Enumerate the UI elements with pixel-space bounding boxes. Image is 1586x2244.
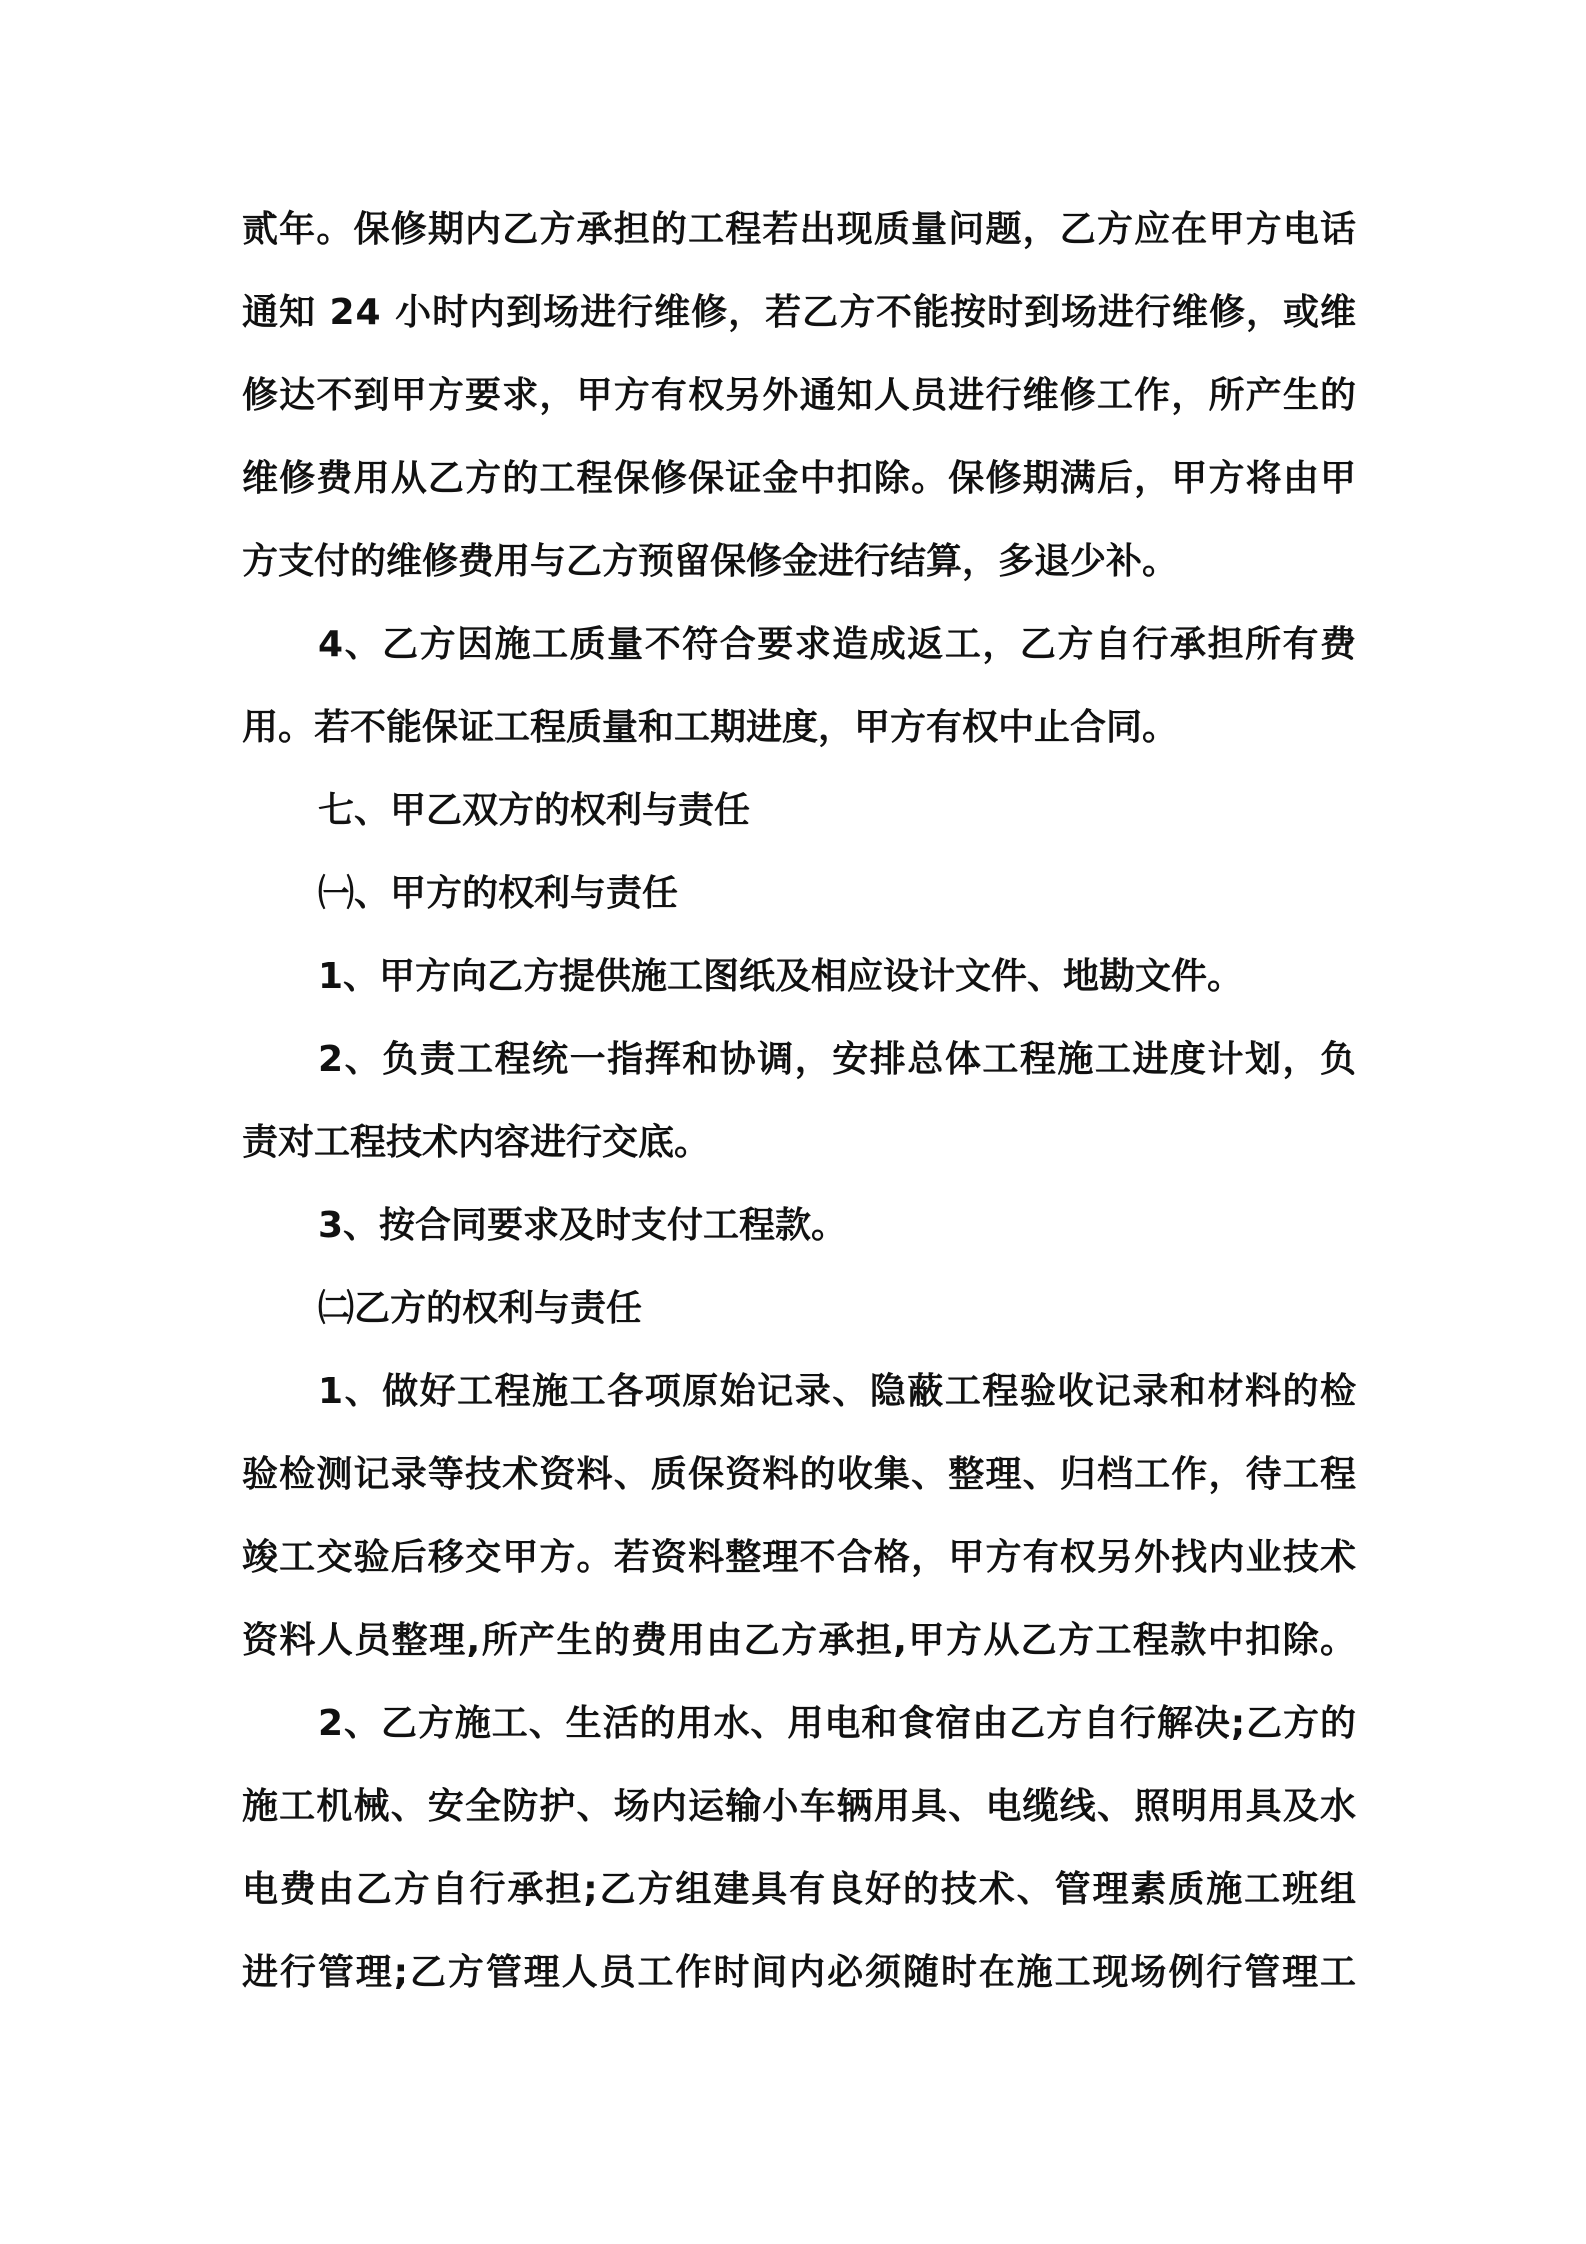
line-text: 用。若不能保证工程质量和工期进度，甲方有权中止合同。 [242,707,1179,748]
line-text: 方支付的维修费用与乙方预留保修金进行结算，多退少补。 [242,541,1179,582]
line-text: 2、负责工程统一指挥和协调，安排总体工程施工进度计划，负 [318,1039,1358,1080]
text-line [242,437,1356,520]
line-text: 通知 24 小时内到场进行维修，若乙方不能按时到场进行维修，或维 [242,292,1357,333]
text-line [242,1433,1356,1516]
text-line [242,354,1356,437]
text-line [242,935,1356,1018]
line-text: 4、乙方因施工质量不符合要求造成返工，乙方自行承担所有费 [318,624,1358,665]
section-heading [242,769,1356,852]
line-text: 施工机械、安全防护、场内运输小车辆用具、电缆线、照明用具及水 [242,1786,1358,1827]
text-line [242,686,1356,769]
text-line [242,1848,1356,1931]
text-line [242,1931,1356,2014]
line-text: 竣工交验后移交甲方。若资料整理不合格，甲方有权另外找内业技术 [242,1537,1358,1578]
text-line [242,1599,1356,1682]
text-line [242,188,1356,271]
line-text: 进行管理;乙方管理人员工作时间内必须随时在施工现场例行管理工 [242,1952,1358,1993]
text-line [242,603,1356,686]
line-text: 1、甲方向乙方提供施工图纸及相应设计文件、地勘文件。 [318,956,1244,997]
line-text: 电费由乙方自行承担;乙方组建具有良好的技术、管理素质施工班组 [242,1869,1358,1910]
subsection-heading [242,852,1356,935]
text-line [242,1682,1356,1765]
line-text: 2、乙方施工、生活的用水、用电和食宿由乙方自行解决;乙方的 [318,1703,1357,1744]
text-line [242,1516,1356,1599]
text-line [242,1350,1356,1433]
line-text: 贰年。保修期内乙方承担的工程若出现质量问题，乙方应在甲方电话 [242,209,1358,250]
text-line [242,1101,1356,1184]
line-text: 1、做好工程施工各项原始记录、隐蔽工程验收记录和材料的检 [318,1371,1358,1412]
line-text: 修达不到甲方要求，甲方有权另外通知人员进行维修工作，所产生的 [242,375,1358,416]
text-line [242,1184,1356,1267]
text-line [242,520,1356,603]
text-line [242,271,1356,354]
line-text: ㈡乙方的权利与责任 [318,1288,643,1329]
text-line [242,1765,1356,1848]
line-text: ㈠、甲方的权利与责任 [318,873,679,914]
line-text: 维修费用从乙方的工程保修保证金中扣除。保修期满后，甲方将由甲 [242,458,1358,499]
document-page [242,188,1356,2014]
subsection-heading [242,1267,1356,1350]
text-line [242,1018,1356,1101]
line-text: 资料人员整理,所产生的费用由乙方承担,甲方从乙方工程款中扣除。 [242,1620,1358,1661]
line-text: 3、按合同要求及时支付工程款。 [318,1205,848,1246]
line-text: 七、甲乙双方的权利与责任 [318,790,751,831]
line-text: 责对工程技术内容进行交底。 [242,1122,711,1163]
line-text: 验检测记录等技术资料、质保资料的收集、整理、归档工作，待工程 [242,1454,1358,1495]
